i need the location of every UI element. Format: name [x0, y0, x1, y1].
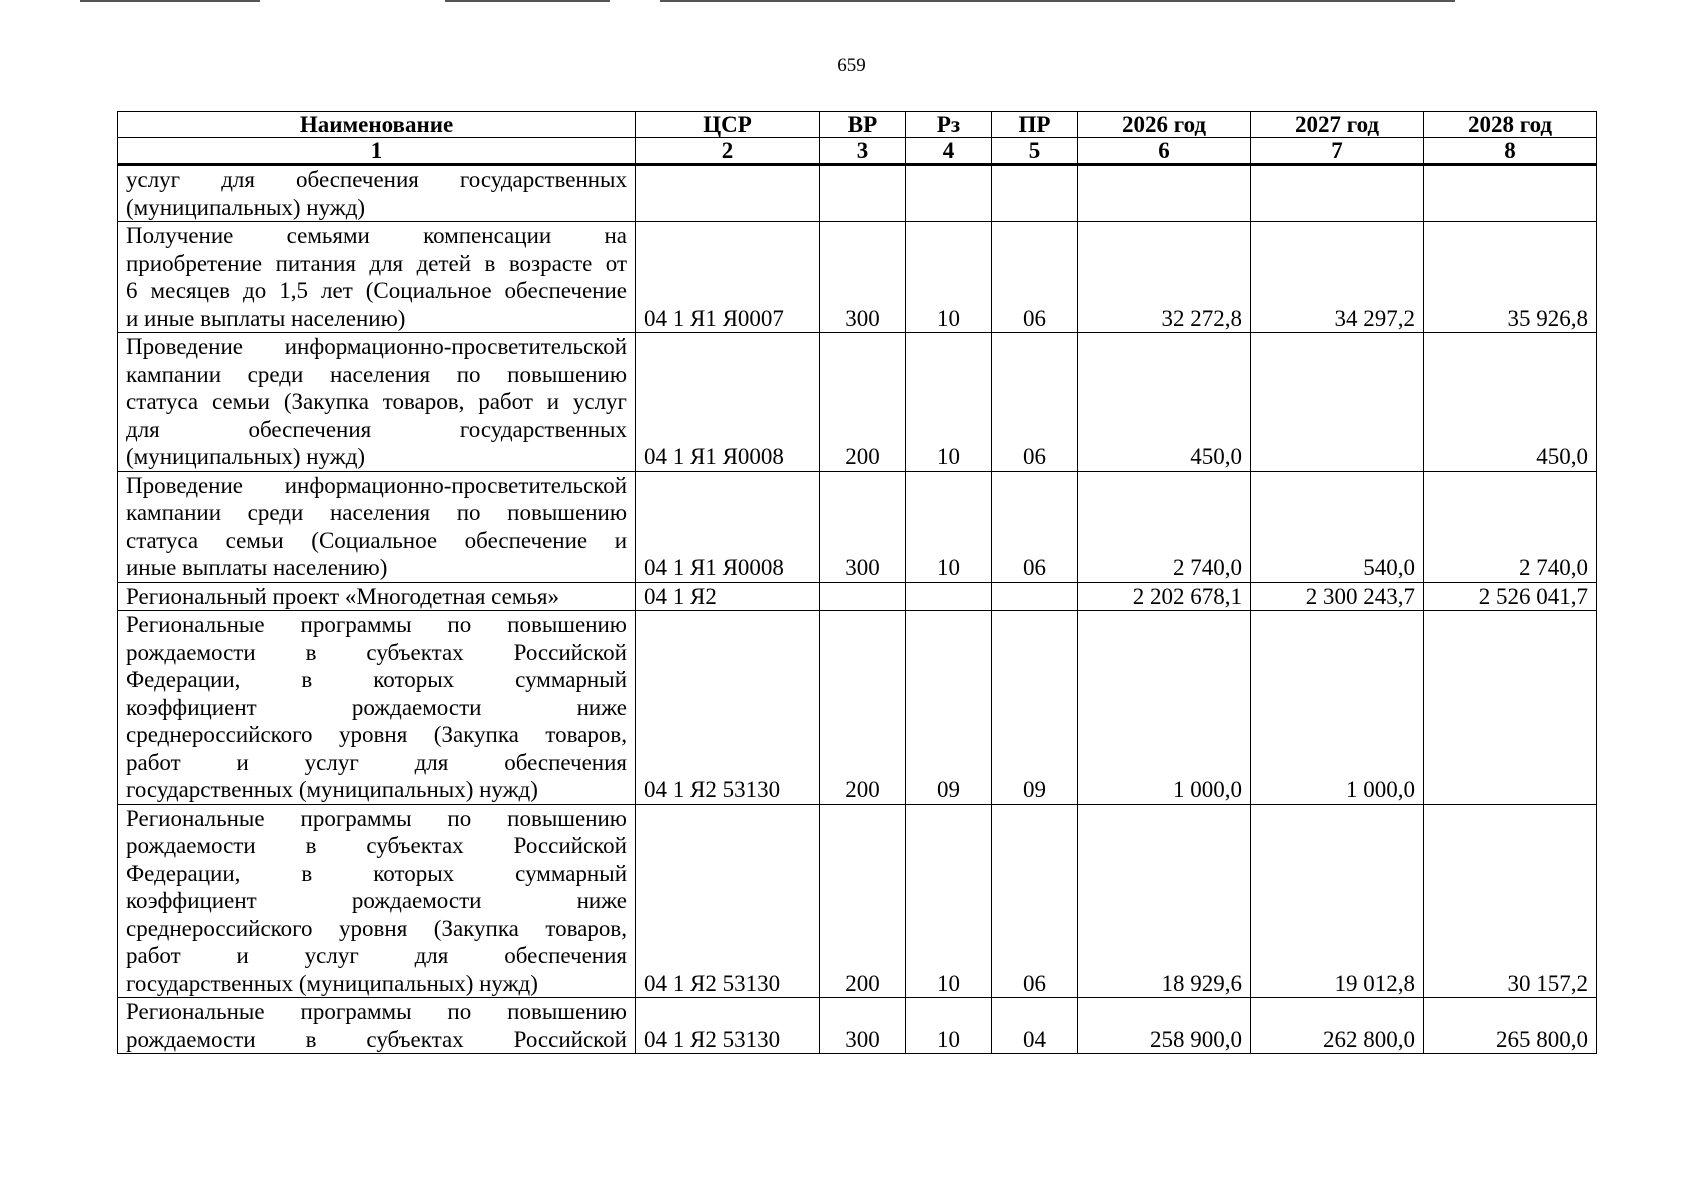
- row-name-line: и иные выплаты населению): [126, 305, 406, 331]
- scan-artifact-line: [80, 0, 260, 2]
- table-row: [118, 804, 1597, 998]
- row-2028-value: 30 157,2: [1424, 804, 1597, 998]
- row-name-line: Проведение информационно-просветительской: [126, 472, 627, 498]
- column-header-2027: 2027 год: [1251, 112, 1424, 138]
- column-header-pr: ПР: [992, 112, 1078, 138]
- row-name-line: работ и услуг для обеспечения: [126, 943, 627, 968]
- page-number: 659: [837, 55, 866, 76]
- row-name-line: коэффициент рождаемости ниже: [126, 694, 627, 720]
- row-vr-cell: 300: [820, 222, 906, 333]
- column-header-rz: Рз: [906, 112, 992, 138]
- row-pr-cell: 06: [992, 222, 1078, 333]
- row-2026-value: 450,0: [1078, 333, 1251, 472]
- header-row: [118, 112, 1597, 138]
- row-name-line: приобретение питания для детей в возрасте от: [126, 250, 627, 276]
- column-number: 6: [1078, 138, 1251, 165]
- row-2026-value: 18 929,6: [1078, 804, 1251, 998]
- table-body: [118, 165, 1597, 1054]
- column-header-2026: 2026 год: [1078, 112, 1251, 138]
- row-name-line: государственных (муниципальных) нужд): [126, 970, 538, 996]
- row-name-line: рождаемости в субъектах Российской: [126, 1026, 627, 1052]
- scan-artifact-line: [660, 0, 1455, 2]
- row-name-line: статуса семьи (Закупка товаров, работ и услуг: [126, 389, 627, 414]
- row-rz-cell: 09: [906, 611, 992, 805]
- row-2026-value: 2 202 678,1: [1078, 582, 1251, 611]
- row-vr-cell: 200: [820, 333, 906, 472]
- row-name-line: Федерации, в которых суммарный: [126, 860, 627, 886]
- row-2026-value: 2 740,0: [1078, 471, 1251, 582]
- row-name-line: статуса семьи (Социальное обеспечение и: [126, 527, 627, 553]
- table-row: [118, 471, 1597, 582]
- row-2028-value: 265 800,0: [1424, 998, 1597, 1054]
- row-name-line: услуг для обеспечения государственных: [126, 167, 627, 192]
- row-name-line: рождаемости в субъектах Российской: [126, 833, 627, 858]
- row-rz-cell: [906, 165, 992, 222]
- row-2026-value: [1078, 165, 1251, 222]
- row-name-cell: [118, 804, 636, 998]
- row-2027-value: 1 000,0: [1251, 611, 1424, 805]
- row-2027-value: 19 012,8: [1251, 804, 1424, 998]
- row-csr-cell: [636, 165, 820, 222]
- column-number-row: [118, 138, 1597, 165]
- row-name-line: (муниципальных) нужд): [126, 444, 366, 469]
- column-number: 1: [118, 138, 636, 165]
- row-rz-cell: 10: [906, 471, 992, 582]
- row-csr-cell: 04 1 Я1 Я0007: [636, 222, 820, 333]
- table-row: [118, 582, 1597, 611]
- row-2027-value: [1251, 165, 1424, 222]
- column-number: 2: [636, 138, 820, 165]
- row-name-cell: [118, 222, 636, 333]
- row-rz-cell: 10: [906, 804, 992, 998]
- row-name-line: (муниципальных) нужд): [126, 194, 366, 220]
- scan-artifact-line: [445, 0, 610, 2]
- column-number: 7: [1251, 138, 1424, 165]
- row-name-line: кампании среди населения по повышению: [126, 500, 627, 525]
- row-name-line: Получение семьями компенсации на: [126, 223, 627, 248]
- table-row: [118, 333, 1597, 472]
- row-csr-cell: 04 1 Я2: [636, 582, 820, 611]
- row-name-line: Проведение информационно-просветительской: [126, 334, 627, 359]
- row-2028-value: 450,0: [1424, 333, 1597, 472]
- row-name-line: для обеспечения государственных: [126, 416, 627, 442]
- row-pr-cell: [992, 165, 1078, 222]
- row-pr-cell: 06: [992, 333, 1078, 472]
- row-vr-cell: [820, 165, 906, 222]
- row-csr-cell: 04 1 Я1 Я0008: [636, 471, 820, 582]
- row-name-cell: [118, 582, 636, 611]
- row-2028-value: [1424, 611, 1597, 805]
- row-name-cell: [118, 165, 636, 222]
- row-name-line: Региональные программы по повышению: [126, 999, 627, 1024]
- row-name-line: кампании среди населения по повышению: [126, 361, 627, 387]
- row-vr-cell: 300: [820, 998, 906, 1054]
- row-pr-cell: 09: [992, 611, 1078, 805]
- row-vr-cell: [820, 582, 906, 611]
- table-row: [118, 998, 1597, 1054]
- row-2027-value: [1251, 333, 1424, 472]
- row-vr-cell: 200: [820, 804, 906, 998]
- row-name-line: среднероссийского уровня (Закупка товаров,: [126, 722, 627, 747]
- row-rz-cell: 10: [906, 998, 992, 1054]
- row-pr-cell: 06: [992, 804, 1078, 998]
- row-2028-value: 2 740,0: [1424, 471, 1597, 582]
- row-rz-cell: 10: [906, 333, 992, 472]
- row-name-cell: [118, 471, 636, 582]
- table-row: [118, 611, 1597, 805]
- row-csr-cell: 04 1 Я1 Я0008: [636, 333, 820, 472]
- table-row: [118, 222, 1597, 333]
- row-csr-cell: 04 1 Я2 53130: [636, 611, 820, 805]
- row-rz-cell: [906, 582, 992, 611]
- row-name-line: Федерации, в которых суммарный: [126, 667, 627, 692]
- table-row: [118, 165, 1597, 222]
- row-name-line: среднероссийского уровня (Закупка товаров,: [126, 915, 627, 941]
- row-pr-cell: 06: [992, 471, 1078, 582]
- row-name-cell: [118, 611, 636, 805]
- row-name-line: коэффициент рождаемости ниже: [126, 888, 627, 913]
- row-2028-value: [1424, 165, 1597, 222]
- row-pr-cell: 04: [992, 998, 1078, 1054]
- column-number: 3: [820, 138, 906, 165]
- row-rz-cell: 10: [906, 222, 992, 333]
- row-name-line: Региональный проект «Многодетная семья»: [126, 583, 560, 609]
- row-name-cell: [118, 333, 636, 472]
- row-name-line: работ и услуг для обеспечения: [126, 749, 627, 775]
- column-number: 4: [906, 138, 992, 165]
- row-vr-cell: 300: [820, 471, 906, 582]
- column-number: 5: [992, 138, 1078, 165]
- row-name-line: Региональные программы по повышению: [126, 805, 627, 831]
- row-pr-cell: [992, 582, 1078, 611]
- column-number: 8: [1424, 138, 1597, 165]
- row-2027-value: 540,0: [1251, 471, 1424, 582]
- row-name-cell: [118, 998, 636, 1054]
- column-header-csr: ЦСР: [636, 112, 820, 138]
- column-header-name: Наименование: [118, 112, 636, 138]
- row-2026-value: 1 000,0: [1078, 611, 1251, 805]
- row-name-line: Региональные программы по повышению: [126, 612, 627, 637]
- column-header-2028: 2028 год: [1424, 112, 1597, 138]
- row-2027-value: 34 297,2: [1251, 222, 1424, 333]
- row-name-line: 6 месяцев до 1,5 лет (Социальное обеспечение: [126, 278, 627, 303]
- row-csr-cell: 04 1 Я2 53130: [636, 998, 820, 1054]
- budget-table: [117, 111, 1597, 1054]
- row-2026-value: 32 272,8: [1078, 222, 1251, 333]
- row-2028-value: 35 926,8: [1424, 222, 1597, 333]
- row-2027-value: 2 300 243,7: [1251, 582, 1424, 611]
- row-name-line: рождаемости в субъектах Российской: [126, 639, 627, 665]
- row-2028-value: 2 526 041,7: [1424, 582, 1597, 611]
- column-header-vr: ВР: [820, 112, 906, 138]
- row-csr-cell: 04 1 Я2 53130: [636, 804, 820, 998]
- row-name-line: иные выплаты населению): [126, 555, 388, 580]
- row-name-line: государственных (муниципальных) нужд): [126, 777, 538, 802]
- row-2026-value: 258 900,0: [1078, 998, 1251, 1054]
- row-2027-value: 262 800,0: [1251, 998, 1424, 1054]
- row-vr-cell: 200: [820, 611, 906, 805]
